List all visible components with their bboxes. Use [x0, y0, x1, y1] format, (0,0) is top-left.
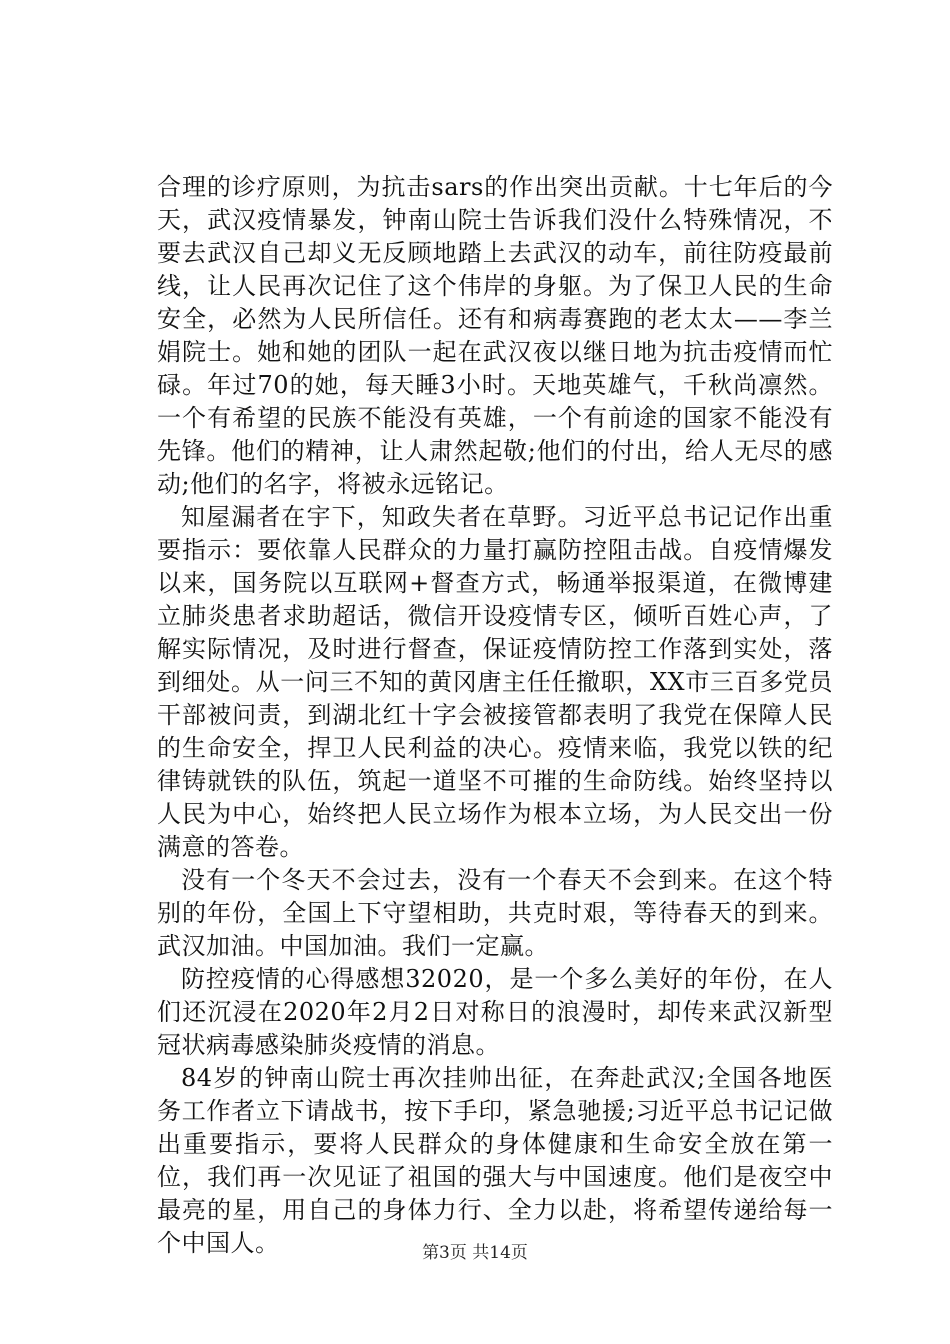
paragraph-2: 知屋漏者在宇下，知政失者在草野。习近平总书记记作出重要指示：要依靠人民群众的力量打赢防控阻击战。自疫情爆发以来，国务院以互联网+督查方式，畅通举报渠道，在微博建立肺炎患者求助超话，微信开设疫情专区，倾听百姓心声，了解实际情况，及时进行督查，保证疫情防控工作落到实处，落到细处。从一问三不知的黄冈唐主任任撤职，XX市三百多党员干部被问责，到湖北红十字会被接管都表明了我党在保障人民的生命安全，捍卫人民利益的决心。疫情来临，我党以铁的纪律铸就铁的队伍，筑起一道坚不可摧的生命防线。始终坚持以人民为中心，始终把人民立场作为根本立场，为人民交出一份满意的答卷。 — [157, 503, 833, 861]
document-body — [157, 171, 833, 1260]
paragraph-1: 合理的诊疗原则，为抗击sars的作出突出贡献。十七年后的今天，武汉疫情暴发，钟南山院士告诉我们没什么特殊情况，不要去武汉自己却义无反顾地踏上去武汉的动车，前往防疫最前线，让人民再次记住了这个伟岸的身躯。为了保卫人民的生命安全，必然为人民所信任。还有和病毒赛跑的老太太——李兰娟院士。她和她的团队一起在武汉夜以继日地为抗击疫情而忙碌。年过70的她，每天睡3小时。天地英雄气，千秋尚凛然。一个有希望的民族不能没有英雄，一个有前途的国家不能没有先锋。他们的精神，让人肃然起敬;他们的付出，给人无尽的感动;他们的名字，将被永远铭记。 — [157, 173, 833, 498]
paragraph-3: 没有一个冬天不会过去，没有一个春天不会到来。在这个特别的年份，全国上下守望相助，共克时艰，等待春天的到来。武汉加油。中国加油。我们一定赢。 — [157, 866, 833, 960]
page-footer — [0, 1243, 950, 1263]
paragraph-5: 84岁的钟南山院士再次挂帅出征，在奔赴武汉;全国各地医务工作者立下请战书，按下手印，紧急驰援;习近平总书记记做出重要指示，要将人民群众的身体健康和生命安全放在第一位，我们再一次见证了祖国的强大与中国速度。他们是夜空中最亮的星，用自己的身体力行、全力以赴，将希望传递给每一个中国人。 — [157, 1064, 833, 1257]
paragraph-4: 防控疫情的心得感想32020，是一个多么美好的年份，在人们还沉浸在2020年2月2日对称日的浪漫时，却传来武汉新型冠状病毒感染肺炎疫情的消息。 — [157, 965, 833, 1059]
page-number-label: 第3页 共14页 — [422, 1243, 528, 1263]
